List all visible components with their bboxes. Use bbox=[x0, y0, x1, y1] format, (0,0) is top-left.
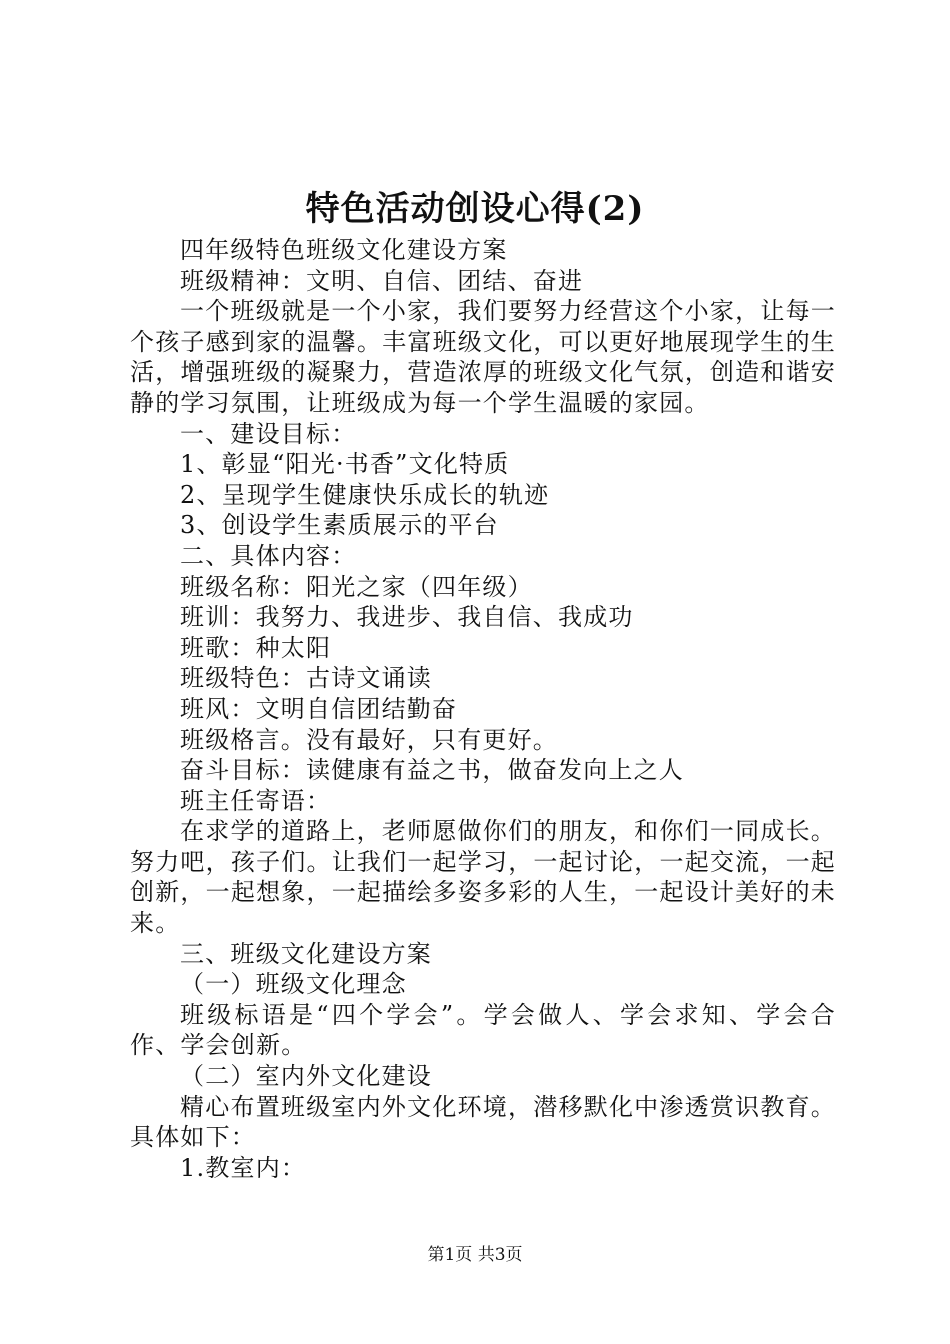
document-body bbox=[130, 235, 836, 1183]
paragraph: 在求学的道路上，老师愿做你们的朋友，和你们一同成长。努力吧，孩子们。让我们一起学习，一起讨论，一起交流，一起创新，一起想象，一起描绘多姿多彩的人生，一起设计美好的未来。 bbox=[130, 817, 836, 938]
document-title: 特色活动创设心得(2) bbox=[305, 189, 645, 229]
paragraph: 班风：文明自信团结勤奋 bbox=[180, 694, 458, 723]
paragraph: 班级名称：阳光之家（四年级） bbox=[180, 572, 533, 601]
paragraph: 班级格言。没有最好，只有更好。 bbox=[180, 725, 558, 754]
paragraph: 班训：我努力、我进步、我自信、我成功 bbox=[180, 603, 634, 632]
list-item: 2、呈现学生健康快乐成长的轨迹 bbox=[180, 480, 550, 509]
list-item: 3、创设学生素质展示的平台 bbox=[180, 511, 499, 540]
section-heading: 三、班级文化建设方案 bbox=[180, 939, 432, 968]
section-heading: 二、具体内容： bbox=[180, 541, 357, 570]
paragraph: 奋斗目标：读健康有益之书，做奋发向上之人 bbox=[180, 756, 684, 785]
paragraph: 班主任寄语： bbox=[180, 786, 332, 815]
page-footer: 第1页 共3页 bbox=[427, 1245, 523, 1265]
paragraph: 班级标语是“四个学会”。学会做人、学会求知、学会合作、学会创新。 bbox=[130, 1000, 836, 1060]
paragraph: 一个班级就是一个小家，我们要努力经营这个小家，让每一个孩子感到家的温馨。丰富班级文化，可以更好地展现学生的生活，增强班级的凝聚力，营造浓厚的班级文化气氛，创造和谐安静的学习氛围，让班级成为每一个学生温暖的家园。 bbox=[130, 297, 836, 417]
list-item: 1、彰显“阳光·书香”文化特质 bbox=[180, 450, 510, 479]
paragraph: 班级特色：古诗文诵读 bbox=[180, 664, 432, 693]
paragraph: 班级精神：文明、自信、团结、奋进 bbox=[180, 266, 584, 295]
paragraph: 精心布置班级室内外文化环境，潜移默化中渗透赏识教育。具体如下： bbox=[130, 1092, 836, 1152]
paragraph: 班歌：种太阳 bbox=[180, 633, 332, 662]
paragraph: 1.教室内： bbox=[180, 1153, 307, 1182]
subsection-heading: （一）班级文化理念 bbox=[180, 970, 407, 999]
subsection-heading: （二）室内外文化建设 bbox=[180, 1062, 432, 1091]
paragraph: 四年级特色班级文化建设方案 bbox=[180, 236, 508, 264]
section-heading: 一、建设目标： bbox=[180, 419, 357, 448]
